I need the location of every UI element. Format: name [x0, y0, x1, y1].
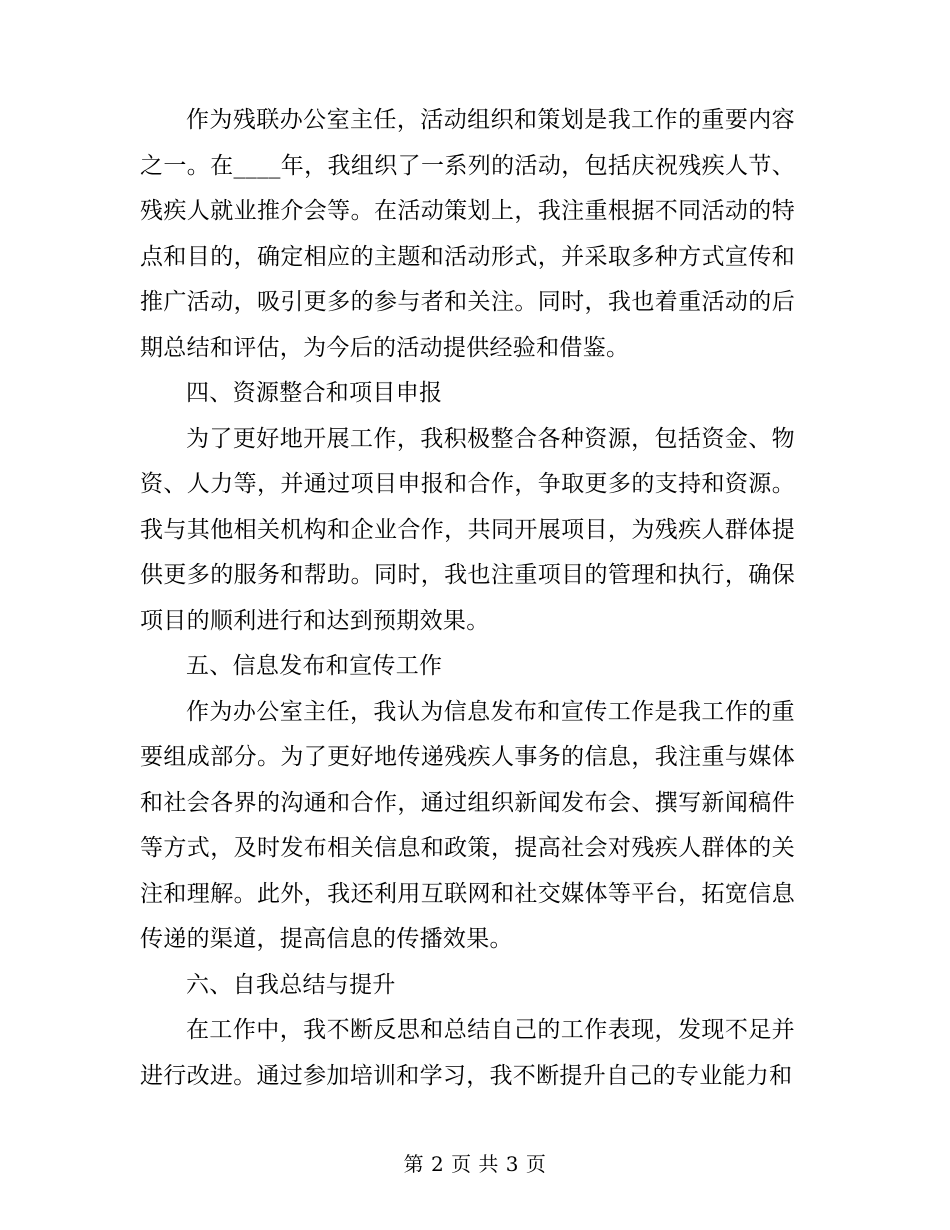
- section-heading-publicity: 五、信息发布和宣传工作: [186, 653, 443, 679]
- paragraph-self-summary: 在工作中，我不断反思和总结自己的工作表现，发现不足并进行改进。通过参加培训和学习，我不断提升自己的专业能力和: [140, 1017, 795, 1089]
- paragraph-publicity: 作为办公室主任，我认为信息发布和宣传工作是我工作的重要组成部分。为了更好地传递残疾人事务的信息，我注重与媒体和社会各界的沟通和合作，通过组织新闻发布会、撰写新闻稿件等方式，及时发布相关信息和政策，提高社会对残疾人群体的关注和理解。此外，我还利用互联网和社交媒体等平台，拓宽信息传递的渠道，提高信息的传播效果。: [140, 698, 795, 952]
- document-body: [140, 98, 795, 1099]
- paragraph-activity-planning: 作为残联办公室主任，活动组织和策划是我工作的重要内容之一。在____年，我组织了一系列的活动，包括庆祝残疾人节、残疾人就业推介会等。在活动策划上，我注重根据不同活动的特点和目的，确定相应的主题和活动形式，并采取多种方式宣传和推广活动，吸引更多的参与者和关注。同时，我也着重活动的后期总结和评估，为今后的活动提供经验和借鉴。: [140, 107, 795, 361]
- section-heading-resources: 四、资源整合和项目申报: [186, 380, 443, 406]
- page-number-footer: 第 2 页 共 3 页: [403, 1152, 547, 1176]
- section-heading-self-summary: 六、自我总结与提升: [186, 971, 396, 998]
- paragraph-resources: 为了更好地开展工作，我积极整合各种资源，包括资金、物资、人力等，并通过项目申报和合作，争取更多的支持和资源。我与其他相关机构和企业合作，共同开展项目，为残疾人群体提供更多的服务和帮助。同时，我也注重项目的管理和执行，确保项目的顺利进行和达到预期效果。: [140, 425, 795, 634]
